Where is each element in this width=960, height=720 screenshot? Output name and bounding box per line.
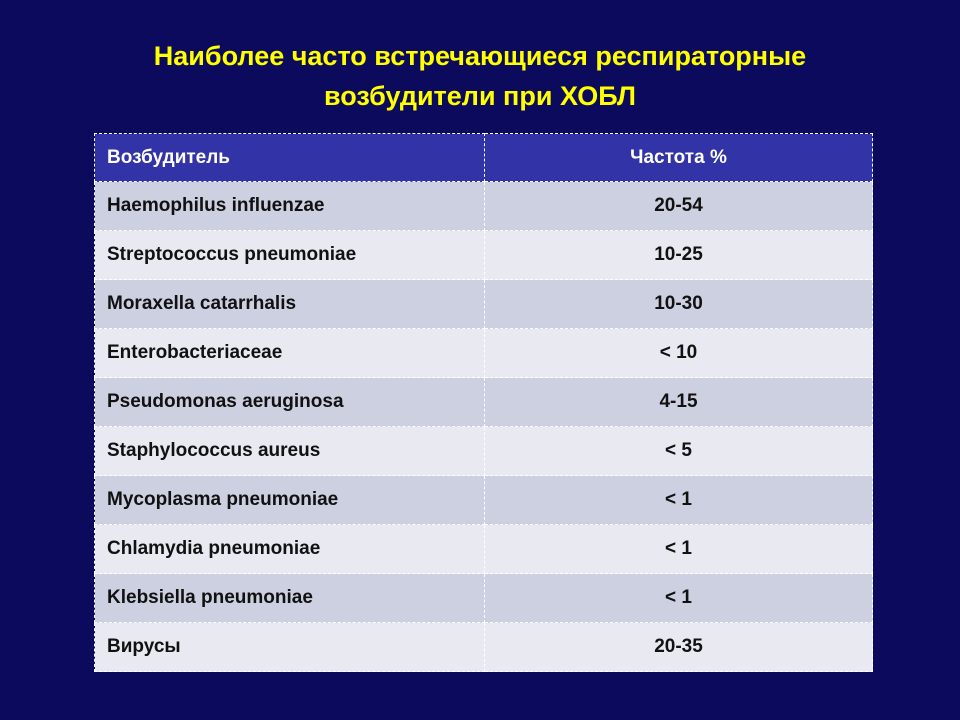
cell-frequency: < 1: [485, 525, 873, 574]
table-row: [95, 280, 873, 329]
cell-pathogen: Streptococcus pneumoniae: [95, 231, 485, 280]
table-row: [95, 525, 873, 574]
slide-title: [0, 36, 960, 116]
pathogen-frequency-table: [94, 133, 873, 672]
table-row: [95, 231, 873, 280]
header-pathogen: Возбудитель: [95, 134, 485, 182]
table-row: [95, 427, 873, 476]
slide-title-line-2: возбудители при ХОБЛ: [324, 81, 636, 111]
table-row: [95, 329, 873, 378]
header-frequency: Частота %: [485, 134, 873, 182]
table-row: [95, 378, 873, 427]
cell-pathogen: Chlamydia pneumoniae: [95, 525, 485, 574]
cell-frequency: 10-30: [485, 280, 873, 329]
cell-frequency: < 1: [485, 574, 873, 623]
cell-frequency: 20-54: [485, 182, 873, 231]
cell-frequency: 20-35: [485, 623, 873, 672]
table-row: [95, 182, 873, 231]
cell-pathogen: Klebsiella pneumoniae: [95, 574, 485, 623]
cell-pathogen: Вирусы: [95, 623, 485, 672]
pathogen-table-container: [94, 133, 873, 677]
table-row: [95, 574, 873, 623]
table-header: [95, 134, 873, 182]
table-header-row: [95, 134, 873, 182]
cell-frequency: 10-25: [485, 231, 873, 280]
table-row: [95, 623, 873, 672]
cell-pathogen: Haemophilus influenzae: [95, 182, 485, 231]
slide-title-line-1: Наиболее часто встречающиеся респираторные: [153, 41, 807, 71]
cell-frequency: < 5: [485, 427, 873, 476]
cell-pathogen: Staphylococcus aureus: [95, 427, 485, 476]
cell-frequency: < 10: [485, 329, 873, 378]
cell-pathogen: Mycoplasma pneumoniae: [95, 476, 485, 525]
cell-pathogen: Enterobacteriaceae: [95, 329, 485, 378]
cell-frequency: 4-15: [485, 378, 873, 427]
cell-pathogen: Pseudomonas aeruginosa: [95, 378, 485, 427]
table-body: [95, 182, 873, 672]
table-row: [95, 476, 873, 525]
cell-pathogen: Moraxella catarrhalis: [95, 280, 485, 329]
cell-frequency: < 1: [485, 476, 873, 525]
